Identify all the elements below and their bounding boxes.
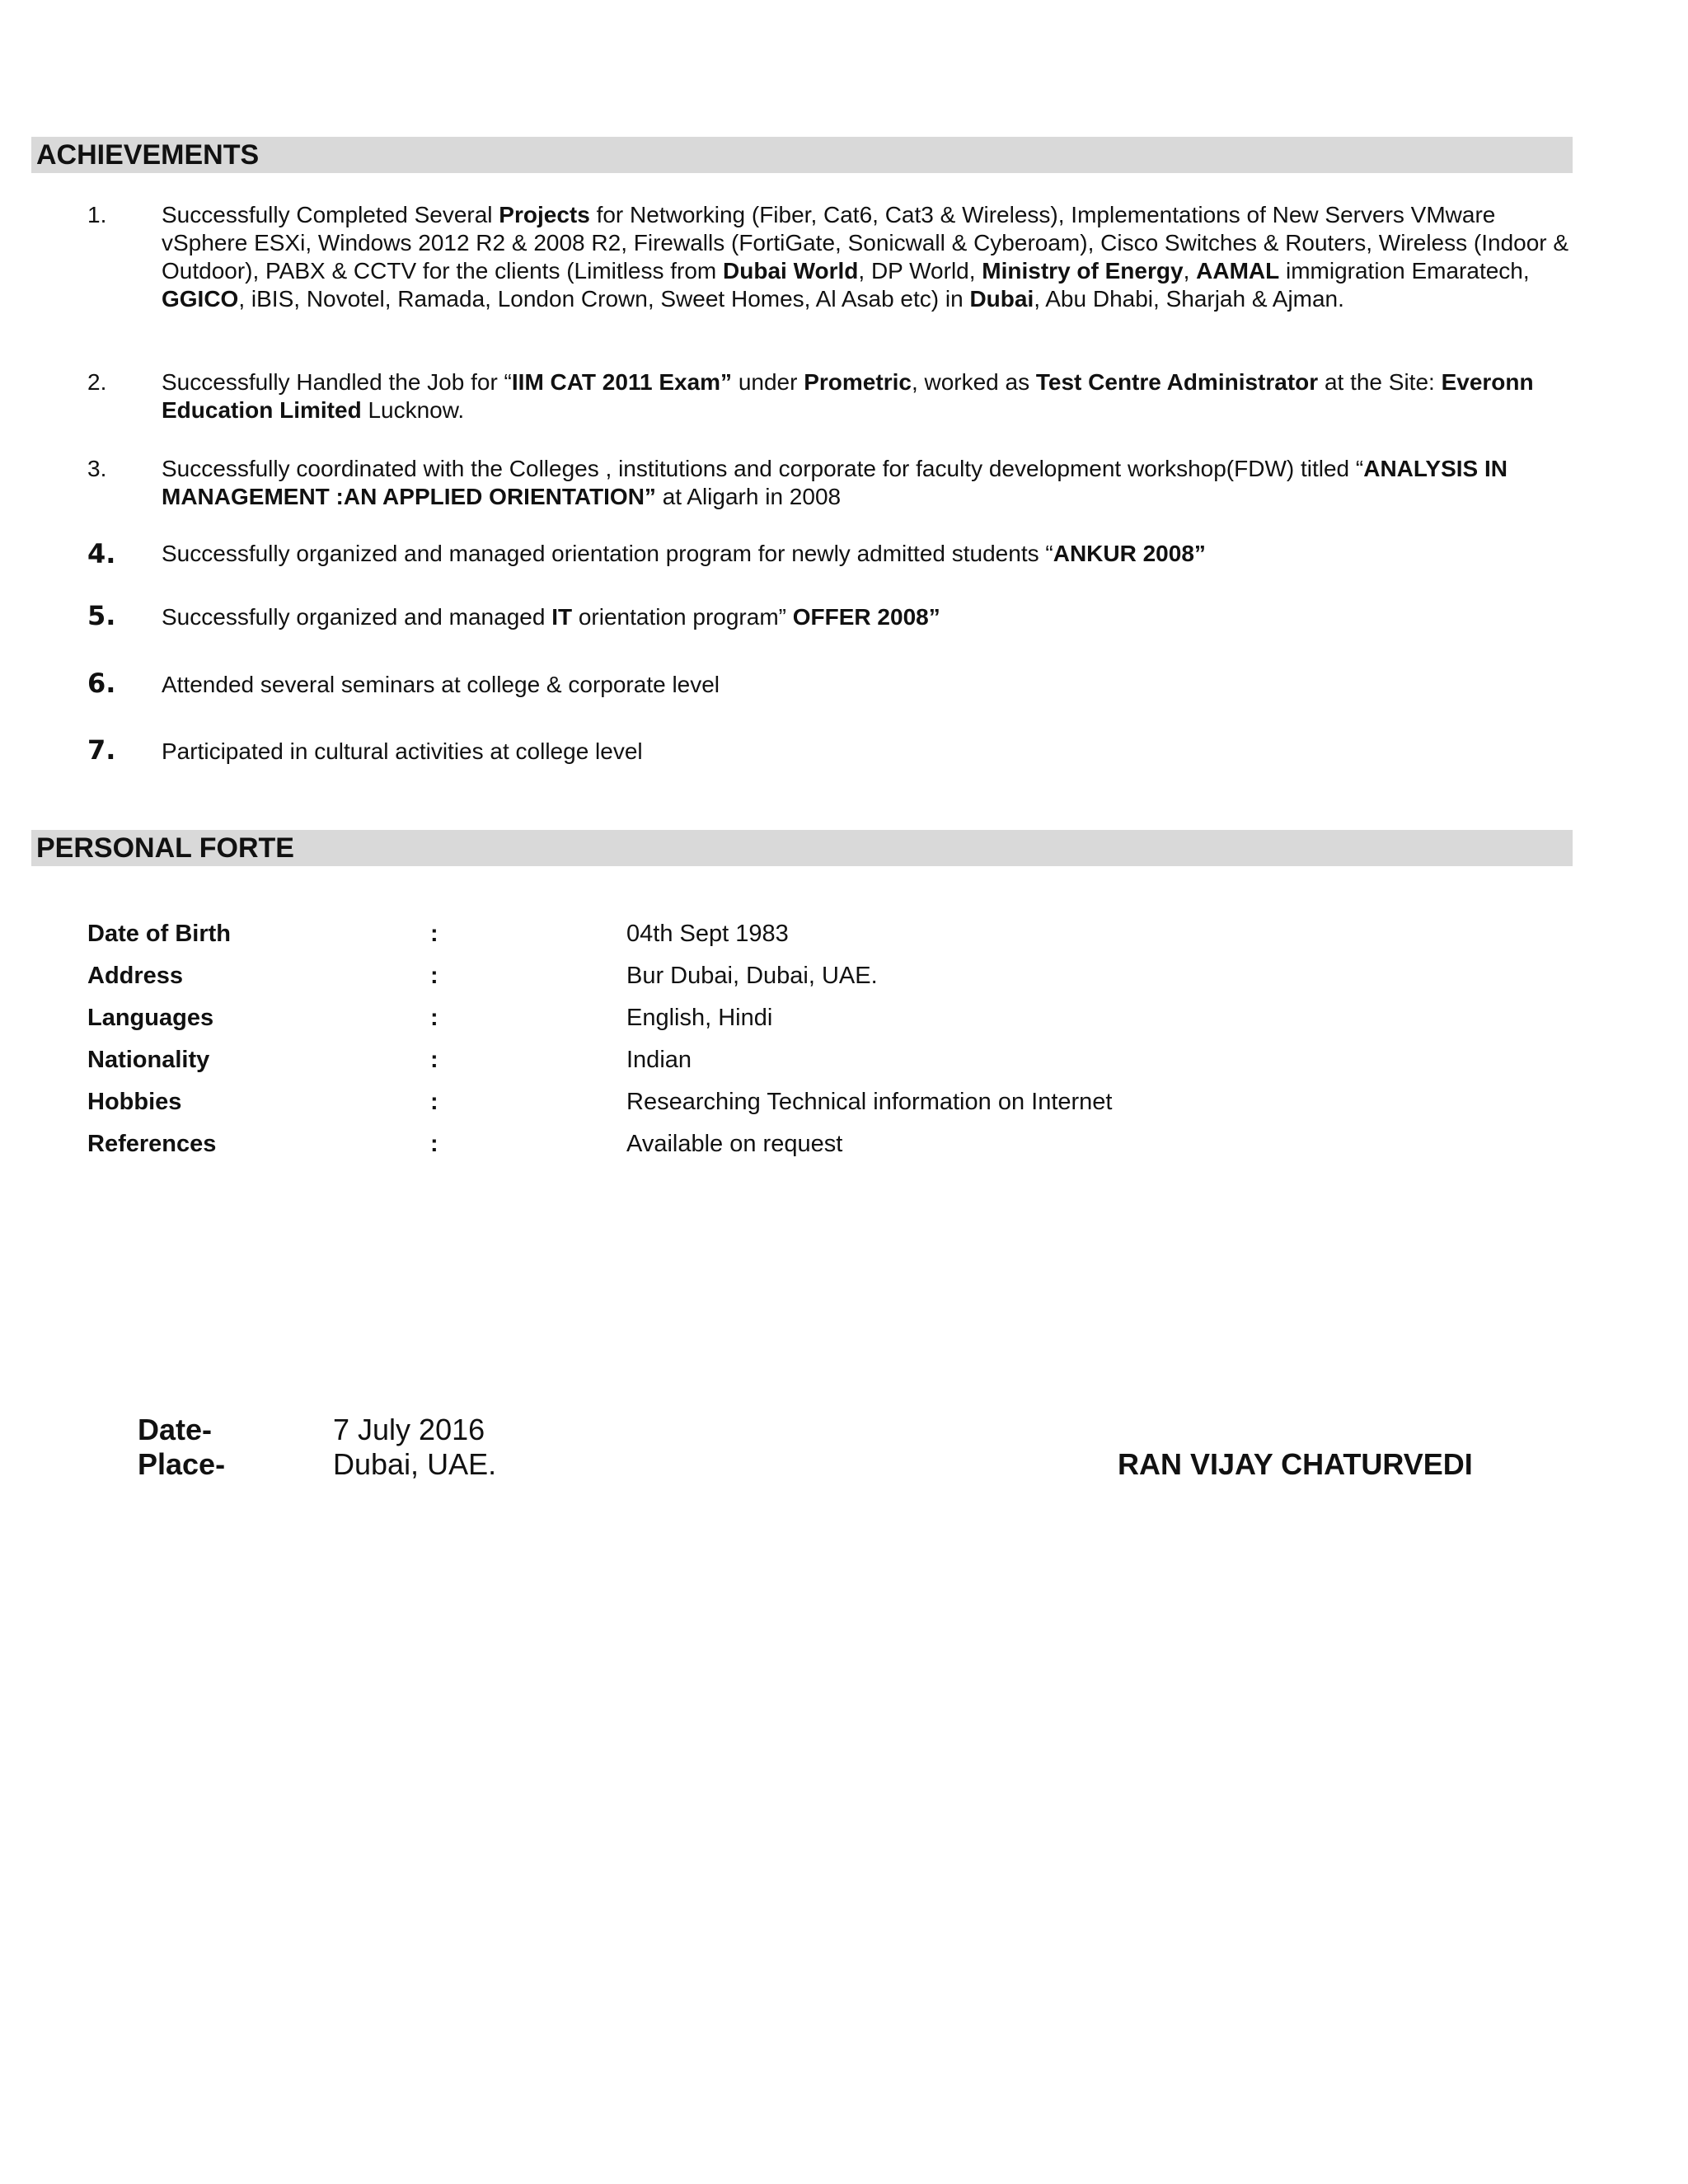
achievement-text: [162, 671, 1579, 699]
bold-text-run: GGICO: [162, 286, 239, 312]
text-run: under: [732, 369, 804, 395]
date-label: Date-: [138, 1413, 213, 1446]
text-run: Successfully organized and managed orientation program for newly admitted students “: [162, 541, 1053, 566]
achievement-text: [162, 603, 1579, 631]
bold-text-run: AAMAL: [1196, 258, 1280, 284]
bold-text-run: OFFER 2008”: [792, 604, 940, 630]
text-run: Participated in cultural activities at college level: [162, 738, 643, 764]
achievement-number: 5.: [87, 600, 116, 631]
text-run: , iBIS, Novotel, Ramada, London Crown, Sweet Homes, Al Asab etc) in: [238, 286, 970, 312]
text-run: for Networking (Fiber, Cat6, Cat3 & Wireless), Implementations of New Servers VMware vSphere ESXi, Windows 2012 R2 & 2008 R2, Firewalls (FortiGate, Sonicwall & Cyberoam), Cisco Switches & Routers, Wireless (Indoor & Outdoor), PABX & CCTV for the clients (Limitless from: [162, 202, 1569, 284]
achievement-number: 3.: [87, 456, 107, 481]
detail-label: Nationality: [87, 1047, 210, 1073]
text-run: at the Site:: [1318, 369, 1442, 395]
text-run: at Aligarh in 2008: [655, 484, 842, 509]
text-run: Successfully coordinated with the Colleges , institutions and corporate for faculty development workshop(FDW) titled “: [162, 456, 1364, 481]
text-run: Successfully Handled the Job for “: [162, 369, 512, 395]
bold-text-run: Dubai: [969, 286, 1034, 312]
detail-colon: :: [430, 963, 438, 989]
achievement-text: [162, 201, 1579, 313]
bold-text-run: Ministry of Energy: [982, 258, 1184, 284]
detail-colon: :: [430, 1131, 438, 1157]
detail-value: Researching Technical information on Internet: [626, 1089, 1113, 1115]
text-run: ,: [1183, 258, 1197, 284]
bold-text-run: IT: [551, 604, 573, 630]
achievement-number: 1.: [87, 202, 107, 227]
detail-value: Indian: [626, 1047, 692, 1073]
achievement-number: 7.: [87, 734, 116, 766]
date-value: 7 July 2016: [333, 1413, 485, 1446]
detail-value: English, Hindi: [626, 1005, 773, 1031]
achievement-text: [162, 738, 1579, 766]
bold-text-run: Dubai World: [723, 258, 859, 284]
detail-label: Languages: [87, 1005, 214, 1031]
text-run: , Abu Dhabi, Sharjah & Ajman.: [1034, 286, 1344, 312]
achievement-text: [162, 455, 1579, 511]
bold-text-run: Projects: [499, 202, 590, 227]
bold-text-run: IIM CAT 2011 Exam”: [511, 369, 733, 395]
detail-label: References: [87, 1131, 217, 1157]
text-run: orientation program”: [572, 604, 793, 630]
achievement-number: 2.: [87, 369, 107, 395]
bold-text-run: ANALYSIS IN MANAGEMENT :AN APPLIED ORIENTATION”: [162, 456, 1508, 509]
bold-text-run: Everonn Education Limited: [162, 369, 1534, 423]
detail-colon: :: [430, 1005, 438, 1031]
place-label: Place-: [138, 1447, 226, 1481]
detail-label: Hobbies: [87, 1089, 182, 1115]
text-run: immigration Emaratech,: [1279, 258, 1530, 284]
detail-value: Bur Dubai, Dubai, UAE.: [626, 963, 878, 989]
text-run: , DP World,: [858, 258, 982, 284]
bold-text-run: Test Centre Administrator: [1035, 369, 1319, 395]
achievement-text: [162, 540, 1579, 568]
achievements-heading: ACHIEVEMENTS: [36, 139, 260, 171]
bold-text-run: ANKUR 2008”: [1053, 541, 1206, 566]
text-run: Attended several seminars at college & corporate level: [162, 672, 720, 697]
achievement-text: [162, 368, 1579, 424]
detail-colon: :: [430, 1047, 438, 1073]
detail-value: Available on request: [626, 1131, 843, 1157]
text-run: Successfully Completed Several: [162, 202, 499, 227]
achievement-number: 6.: [87, 668, 116, 699]
achievements-section-bar: [31, 137, 1573, 173]
detail-label: Date of Birth: [87, 921, 231, 947]
text-run: , worked as: [911, 369, 1036, 395]
signature-name: RAN VIJAY CHATURVEDI: [1118, 1447, 1473, 1481]
bold-text-run: Prometric: [804, 369, 912, 395]
detail-colon: :: [430, 921, 438, 947]
detail-colon: :: [430, 1089, 438, 1115]
personal-forte-heading: PERSONAL FORTE: [36, 832, 294, 864]
detail-label: Address: [87, 963, 184, 989]
text-run: Lucknow.: [361, 397, 465, 423]
place-value: Dubai, UAE.: [333, 1447, 497, 1481]
detail-value: 04th Sept 1983: [626, 921, 789, 947]
text-run: Successfully organized and managed: [162, 604, 552, 630]
achievement-number: 4.: [87, 538, 116, 569]
